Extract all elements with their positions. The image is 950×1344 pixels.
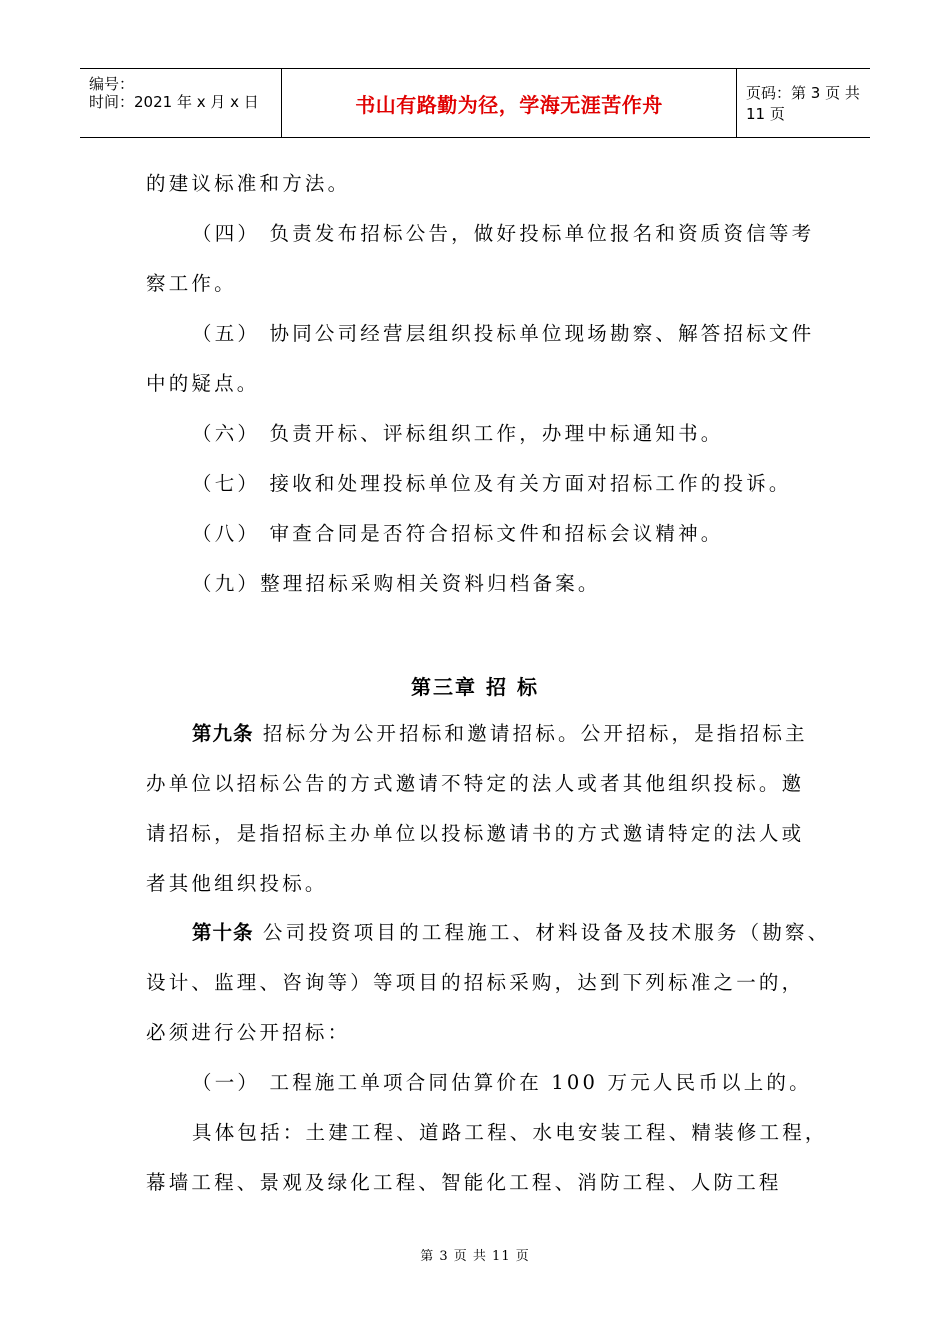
article-10-label: 第十条	[192, 921, 254, 944]
header-right-cell	[737, 69, 870, 137]
article-9-line	[192, 722, 808, 746]
body-line: 设计、监理、咨询等）等项目的招标采购，达到下列标准之一的，	[146, 971, 805, 994]
time-label: 时间：2021 年 x 月 x 日	[89, 93, 259, 111]
number-label: 编号：	[89, 75, 135, 93]
body-line: （八） 审查合同是否符合招标文件和招标会议精神。	[192, 522, 724, 545]
body-line: 办单位以招标公告的方式邀请不特定的法人或者其他组织投标。邀	[146, 772, 805, 795]
body-line: 中的疑点。	[146, 372, 260, 395]
body-line: 必须进行公开招标：	[146, 1021, 351, 1044]
body-line: 察工作。	[146, 272, 237, 295]
body-line: （七） 接收和处理投标单位及有关方面对招标工作的投诉。	[192, 472, 792, 495]
body-line: 幕墙工程、景观及绿化工程、智能化工程、消防工程、人防工程	[146, 1171, 782, 1194]
chapter-title: 第三章 招 标	[411, 675, 539, 699]
body-line: （九）整理招标采购相关资料归档备案。	[192, 572, 601, 595]
body-line: 具体包括：土建工程、道路工程、水电安装工程、精装修工程，	[192, 1121, 828, 1144]
body-line: （六） 负责开标、评标组织工作，办理中标通知书。	[192, 422, 724, 445]
body-line: （五） 协同公司经营层组织投标单位现场勘察、解答招标文件	[192, 322, 815, 345]
page-footer: 第 3 页 共 11 页	[420, 1249, 530, 1264]
article-10-text: 公司投资项目的工程施工、材料设备及技术服务（勘察、	[253, 921, 831, 944]
motto: 书山有路勤为径，学海无涯苦作舟	[355, 92, 663, 117]
header-table	[80, 68, 870, 138]
body-line: 的建议标准和方法。	[146, 172, 351, 195]
header-left-cell	[80, 69, 282, 137]
article-9-text: 招标分为公开招标和邀请招标。公开招标，是指招标主	[253, 722, 808, 745]
body-line: 请招标，是指招标主办单位以投标邀请书的方式邀请特定的法人或	[146, 822, 805, 845]
page-label: 页码：第 3 页 共 11 页	[746, 84, 860, 123]
body-line: （四） 负责发布招标公告，做好投标单位报名和资质资信等考	[192, 222, 815, 245]
header-center-cell	[282, 69, 737, 137]
body-line: 者其他组织投标。	[146, 872, 328, 895]
article-9-label: 第九条	[192, 722, 254, 745]
article-10-line	[192, 921, 830, 945]
body-line: （一） 工程施工单项合同估算价在 100 万元人民币以上的。	[192, 1071, 812, 1094]
